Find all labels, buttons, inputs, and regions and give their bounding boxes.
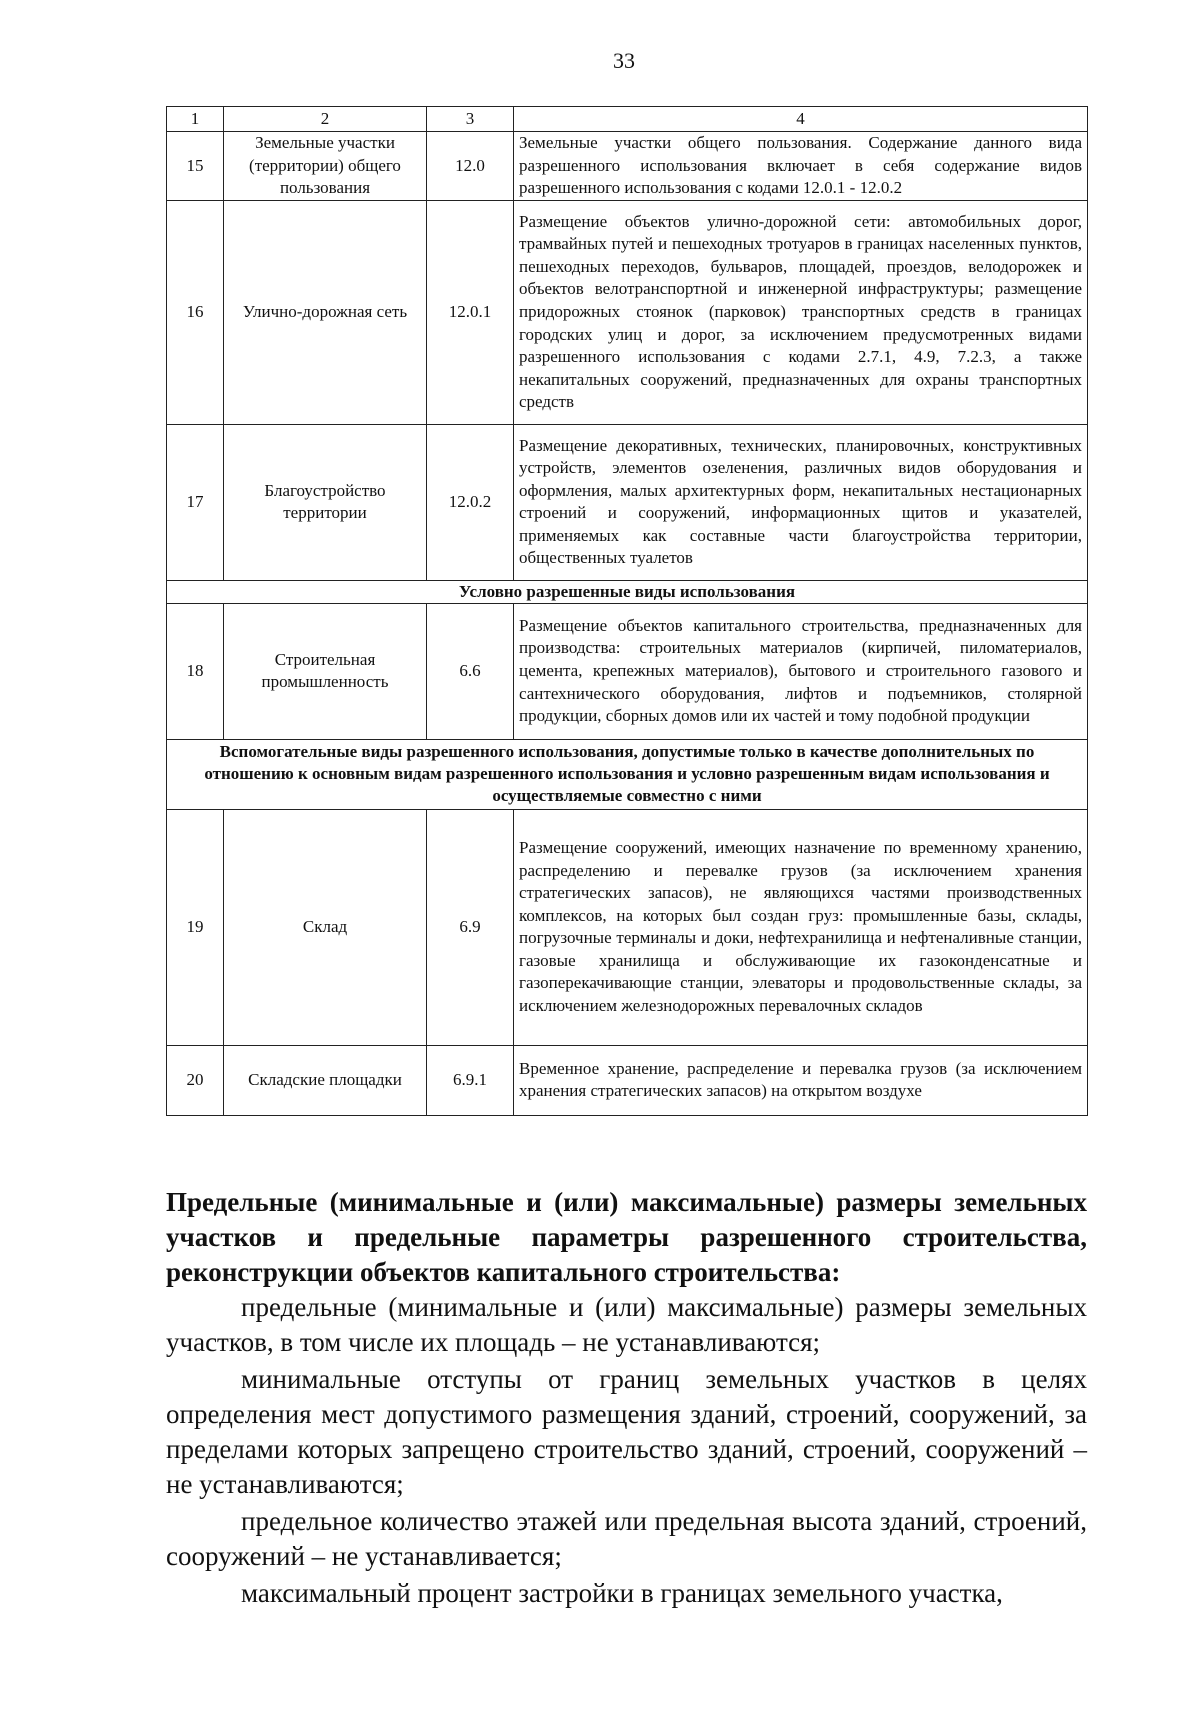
header-cell-1: 1: [167, 107, 224, 132]
section-row-auxiliary: [167, 739, 1088, 809]
paragraph-setbacks: минимальные отступы от границ земельных участков в целях определения мест допустимого размещения зданий, строений, сооружений, за пределами которых запрещено строительство зданий, строений, сооружений – не устанавливаются;: [166, 1364, 1087, 1499]
section-title-conditional: Условно разрешенные виды использования: [167, 580, 1088, 603]
use-type-description: Размещение декоративных, технических, планировочных, конструктивных устройств, элементов озеленения, различных видов оборудования и оформления, малых архитектурных форм, некапитальных нестационарных строений и сооружений, информационных щитов и указателей, применяемых как составные части благоустройства территории, общественных туалетов: [514, 424, 1088, 580]
use-type-code: 12.0: [427, 132, 514, 201]
table-row: [167, 132, 1088, 201]
page-number: 33: [613, 48, 635, 73]
row-number: 16: [167, 200, 224, 424]
header-cell-2: 2: [224, 107, 427, 132]
section-heading: Предельные (минимальные и (или) максимальные) размеры земельных участков и предельные параметры разрешенного строительства, реконструкции объектов капитального строительства:: [166, 1187, 1087, 1287]
use-type-code: 12.0.2: [427, 424, 514, 580]
header-cell-4: 4: [514, 107, 1088, 132]
use-type-description: Временное хранение, распределение и перевалка грузов (за исключением хранения стратегических запасов) на открытом воздухе: [514, 1045, 1088, 1115]
row-number: 19: [167, 809, 224, 1045]
use-type-description: Размещение объектов улично-дорожной сети: автомобильных дорог, трамвайных путей и пешеходных тротуаров в границах населенных пунктов, пешеходных переходов, бульваров, площадей, проездов, велодорожек и объектов велотранспортной и инженерной инфраструктуры; размещение придорожных стоянок (парковок) транспортных средств в границах городских улиц и дорог, за исключением предусмотренных видами разрешенного использования с кодами 2.7.1, 4.9, 7.2.3, а также некапитальных сооружений, предназначенных для охраны транспортных средств: [514, 200, 1088, 424]
table-row: [167, 809, 1088, 1045]
use-type-description: Размещение сооружений, имеющих назначение по временному хранению, распределению и перевалке грузов (за исключением хранения стратегических запасов), не являющихся частями производственных комплексов, на которых был создан груз: промышленные базы, склады, погрузочные терминалы и доки, нефтехранилища и нефтеналивные станции, газовые хранилища и обслуживающие их газоконденсатные и газоперекачивающие станции, элеваторы и продовольственные склады, за исключением железнодорожных перевалочных складов: [514, 809, 1088, 1045]
paragraph-plot-sizes: предельные (минимальные и (или) максимальные) размеры земельных участков, в том числе их площадь – не устанавливаются;: [166, 1292, 1087, 1357]
table-header-row: [167, 107, 1088, 132]
use-type-description: Земельные участки общего пользования. Содержание данного вида разрешенного использования включает в себя содержание видов разрешенного использования с кодами 12.0.1 - 12.0.2: [514, 132, 1088, 201]
use-type-name: Земельные участки (территории) общего пользования: [224, 132, 427, 201]
use-type-description: Размещение объектов капитального строительства, предназначенных для производства: строительных материалов (кирпичей, пиломатериалов, цемента, крепежных материалов), бытового и строительного газового и сантехнического оборудования, лифтов и подъемников, столярной продукции, сборных домов или их частей и тому подобной продукции: [514, 603, 1088, 739]
use-type-name: Складские площадки: [224, 1045, 427, 1115]
table-row: [167, 603, 1088, 739]
table-row: [167, 200, 1088, 424]
use-type-name: Улично-дорожная сеть: [224, 200, 427, 424]
use-type-code: 6.9.1: [427, 1045, 514, 1115]
row-number: 17: [167, 424, 224, 580]
section-row-conditional: [167, 580, 1088, 603]
row-number: 18: [167, 603, 224, 739]
table-row: [167, 424, 1088, 580]
body-text: [166, 1290, 1087, 1613]
section-title-auxiliary: Вспомогательные виды разрешенного использования, допустимые только в качестве дополнительных по отношению к основным видам разрешенного использования и условно разрешенным видам использования и осуществляемые совместно с ними: [167, 739, 1088, 809]
use-type-name: Строительная промышленность: [224, 603, 427, 739]
use-type-name: Благоустройство территории: [224, 424, 427, 580]
row-number: 20: [167, 1045, 224, 1115]
header-cell-3: 3: [427, 107, 514, 132]
use-type-code: 12.0.1: [427, 200, 514, 424]
table-row: [167, 1045, 1088, 1115]
use-type-name: Склад: [224, 809, 427, 1045]
row-number: 15: [167, 132, 224, 201]
use-type-code: 6.9: [427, 809, 514, 1045]
use-type-code: 6.6: [427, 603, 514, 739]
paragraph-floors: предельное количество этажей или предельная высота зданий, строений, сооружений – не устанавливается;: [166, 1506, 1087, 1571]
paragraph-coverage: максимальный процент застройки в границах земельного участка,: [241, 1578, 1003, 1608]
land-use-table: [166, 106, 1088, 1116]
